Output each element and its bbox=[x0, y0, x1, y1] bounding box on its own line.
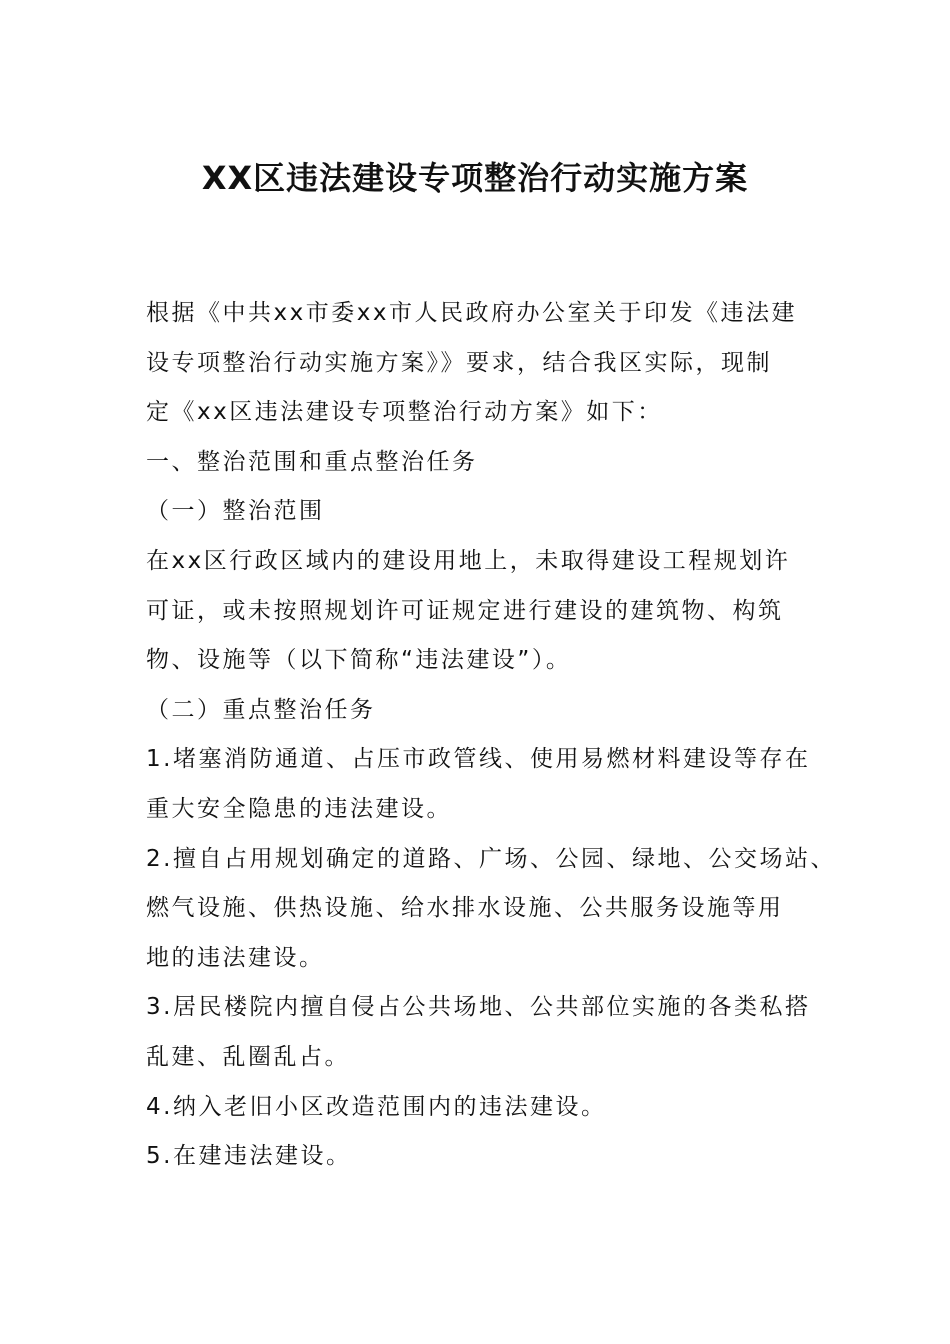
task-item-3-line-1: 3.居民楼院内擅自侵占公共场地、公共部位实施的各类私搭 bbox=[146, 994, 811, 1021]
subsection-heading-scope: （一）整治范围 bbox=[146, 498, 325, 525]
paragraph-intro-line-1: 根据《中共xx市委xx市人民政府办公室关于印发《违法建 bbox=[146, 300, 797, 326]
task-item-2-line-2: 燃气设施、供热设施、给水排水设施、公共服务设施等用 bbox=[146, 895, 784, 922]
section-heading-1: 一、整治范围和重点整治任务 bbox=[146, 448, 478, 475]
paragraph-intro-line-2: 设专项整治行动实施方案》》要求，结合我区实际，现制 bbox=[146, 349, 772, 376]
paragraph-scope-line-2: 可证，或未按照规划许可证规定进行建设的建筑物、构筑 bbox=[146, 597, 784, 624]
document-body bbox=[146, 289, 836, 1182]
task-item-5: 5.在建违法建设。 bbox=[146, 1143, 352, 1170]
paragraph-scope-line-3: 物、设施等（以下简称“违法建设”）。 bbox=[146, 647, 572, 674]
task-item-1-line-2: 重大安全隐患的违法建设。 bbox=[146, 795, 452, 822]
paragraph-scope-line-1: 在xx区行政区域内的建设用地上，未取得建设工程规划许 bbox=[146, 547, 791, 574]
task-item-3-line-2: 乱建、乱圈乱占。 bbox=[146, 1043, 350, 1070]
task-item-2-line-1: 2.擅自占用规划确定的道路、广场、公园、绿地、公交场站、 bbox=[146, 845, 836, 872]
task-item-4: 4.纳入老旧小区改造范围内的违法建设。 bbox=[146, 1093, 607, 1120]
document-title: XX区违法建设专项整治行动实施方案 bbox=[201, 159, 749, 197]
paragraph-intro-line-3: 定《xx区违法建设专项整治行动方案》如下： bbox=[146, 399, 663, 426]
task-item-1-line-1: 1.堵塞消防通道、占压市政管线、使用易燃材料建设等存在 bbox=[146, 746, 811, 773]
task-item-2-line-3: 地的违法建设。 bbox=[146, 944, 325, 971]
subsection-heading-tasks: （二）重点整治任务 bbox=[146, 696, 376, 723]
